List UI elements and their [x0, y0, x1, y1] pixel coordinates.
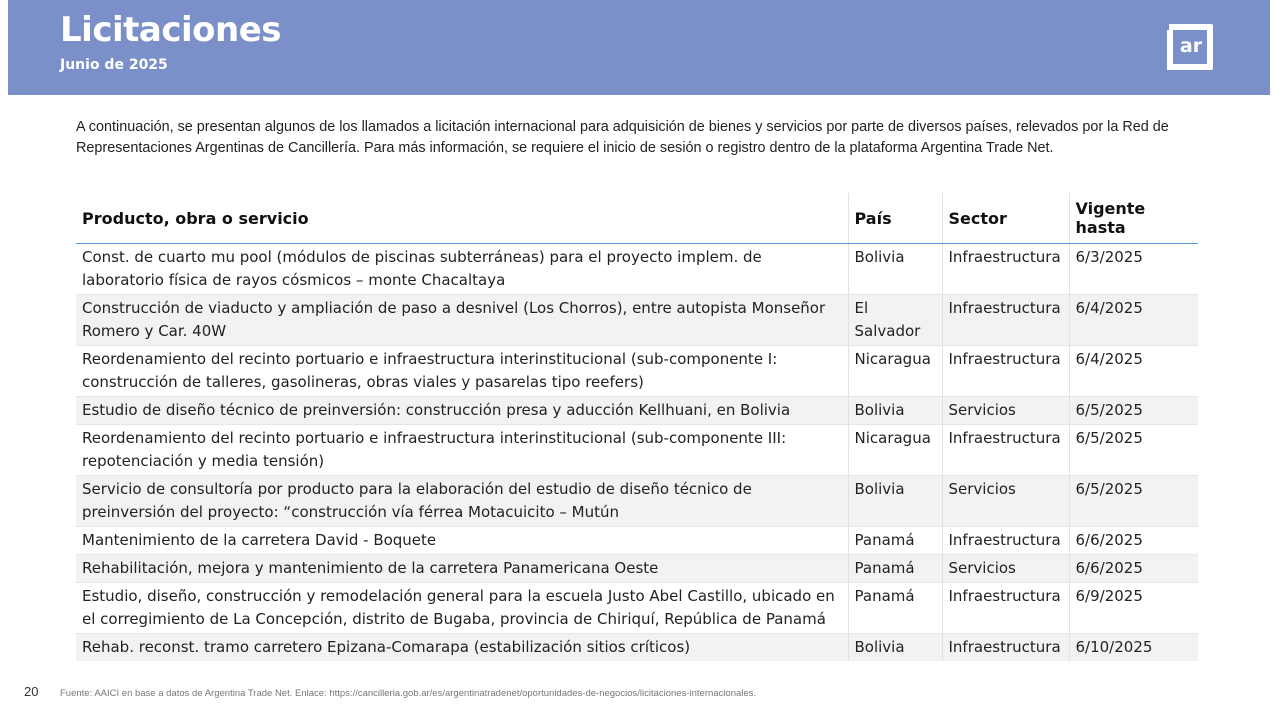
cell-pais: Nicaragua	[848, 425, 942, 476]
cell-vigente: 6/10/2025	[1069, 634, 1198, 662]
table-row	[76, 527, 1198, 555]
cell-sector: Infraestructura	[942, 425, 1069, 476]
cell-sector: Servicios	[942, 555, 1069, 583]
table-row	[76, 425, 1198, 476]
cell-producto: Construcción de viaducto y ampliación de paso a desnivel (Los Chorros), entre autopista Monseñor Romero y Car. 40W	[76, 295, 848, 346]
cell-pais: Bolivia	[848, 634, 942, 662]
cell-vigente: 6/3/2025	[1069, 244, 1198, 295]
logo-text: ar	[1179, 35, 1203, 57]
table-row	[76, 295, 1198, 346]
cell-sector: Infraestructura	[942, 527, 1069, 555]
page-number: 20	[24, 684, 39, 699]
cell-vigente: 6/9/2025	[1069, 583, 1198, 634]
tenders-table	[76, 193, 1198, 661]
header-banner	[8, 0, 1270, 95]
cell-pais: Panamá	[848, 555, 942, 583]
source-note: Fuente: AAICI en base a datos de Argentina Trade Net. Enlace: https://cancilleria.gob.ar/es/argentinatradenet/oportunidades-de-negocios/licitaciones-internacionales.	[60, 688, 757, 699]
cell-producto: Reordenamiento del recinto portuario e infraestructura interinstitucional (sub-componente III: repotenciación y media tensión)	[76, 425, 848, 476]
header-sector: Sector	[942, 193, 1069, 244]
cell-vigente: 6/6/2025	[1069, 555, 1198, 583]
table-header-row	[76, 193, 1198, 244]
table-row	[76, 397, 1198, 425]
cell-pais: Panamá	[848, 583, 942, 634]
table-row	[76, 244, 1198, 295]
page-title: Licitaciones	[60, 10, 281, 50]
page-subtitle: Junio de 2025	[60, 57, 168, 73]
cell-producto: Const. de cuarto mu pool (módulos de piscinas subterráneas) para el proyecto implem. de laboratorio física de rayos cósmicos – monte Chacaltaya	[76, 244, 848, 295]
cell-pais: Nicaragua	[848, 346, 942, 397]
cell-pais: Bolivia	[848, 476, 942, 527]
cell-producto: Mantenimiento de la carretera David - Boquete	[76, 527, 848, 555]
cell-pais: Bolivia	[848, 244, 942, 295]
cell-vigente: 6/6/2025	[1069, 527, 1198, 555]
table-row	[76, 583, 1198, 634]
cell-sector: Infraestructura	[942, 244, 1069, 295]
cell-sector: Infraestructura	[942, 583, 1069, 634]
cell-sector: Infraestructura	[942, 634, 1069, 662]
cell-vigente: 6/5/2025	[1069, 476, 1198, 527]
cell-producto: Rehabilitación, mejora y mantenimiento de la carretera Panamericana Oeste	[76, 555, 848, 583]
table-row	[76, 555, 1198, 583]
table-row	[76, 634, 1198, 662]
cell-pais: El Salvador	[848, 295, 942, 346]
cell-vigente: 6/4/2025	[1069, 346, 1198, 397]
cell-producto: Rehab. reconst. tramo carretero Epizana-Comarapa (estabilización sitios críticos)	[76, 634, 848, 662]
header-vigente: Vigente hasta	[1069, 193, 1198, 244]
cell-producto: Estudio de diseño técnico de preinversión: construcción presa y aducción Kellhuani, en Bolivia	[76, 397, 848, 425]
header-producto: Producto, obra o servicio	[76, 193, 848, 244]
cell-producto: Reordenamiento del recinto portuario e infraestructura interinstitucional (sub-componente I: construcción de talleres, gasolineras, obras viales y pasarelas tipo reefers)	[76, 346, 848, 397]
cell-vigente: 6/5/2025	[1069, 397, 1198, 425]
cell-producto: Estudio, diseño, construcción y remodelación general para la escuela Justo Abel Castillo, ubicado en el corregimiento de La Concepción, distrito de Bugaba, provincia de Chiriquí, República de Panamá	[76, 583, 848, 634]
cell-sector: Servicios	[942, 476, 1069, 527]
cell-vigente: 6/4/2025	[1069, 295, 1198, 346]
table-row	[76, 476, 1198, 527]
header-pais: País	[848, 193, 942, 244]
table-row	[76, 346, 1198, 397]
cell-vigente: 6/5/2025	[1069, 425, 1198, 476]
intro-paragraph: A continuación, se presentan algunos de los llamados a licitación internacional para adquisición de bienes y servicios por parte de diversos países, relevados por la Red de Representaciones Argentinas de Cancillería. Para más información, se requiere el inicio de sesión o registro dentro de la plataforma Argentina Trade Net.	[76, 119, 1169, 156]
cell-sector: Servicios	[942, 397, 1069, 425]
cell-producto: Servicio de consultoría por producto para la elaboración del estudio de diseño técnico de preinversión del proyecto: “construcción vía férrea Motacuicito – Mutún	[76, 476, 848, 527]
cell-sector: Infraestructura	[942, 346, 1069, 397]
cell-sector: Infraestructura	[942, 295, 1069, 346]
cell-pais: Panamá	[848, 527, 942, 555]
cell-pais: Bolivia	[848, 397, 942, 425]
